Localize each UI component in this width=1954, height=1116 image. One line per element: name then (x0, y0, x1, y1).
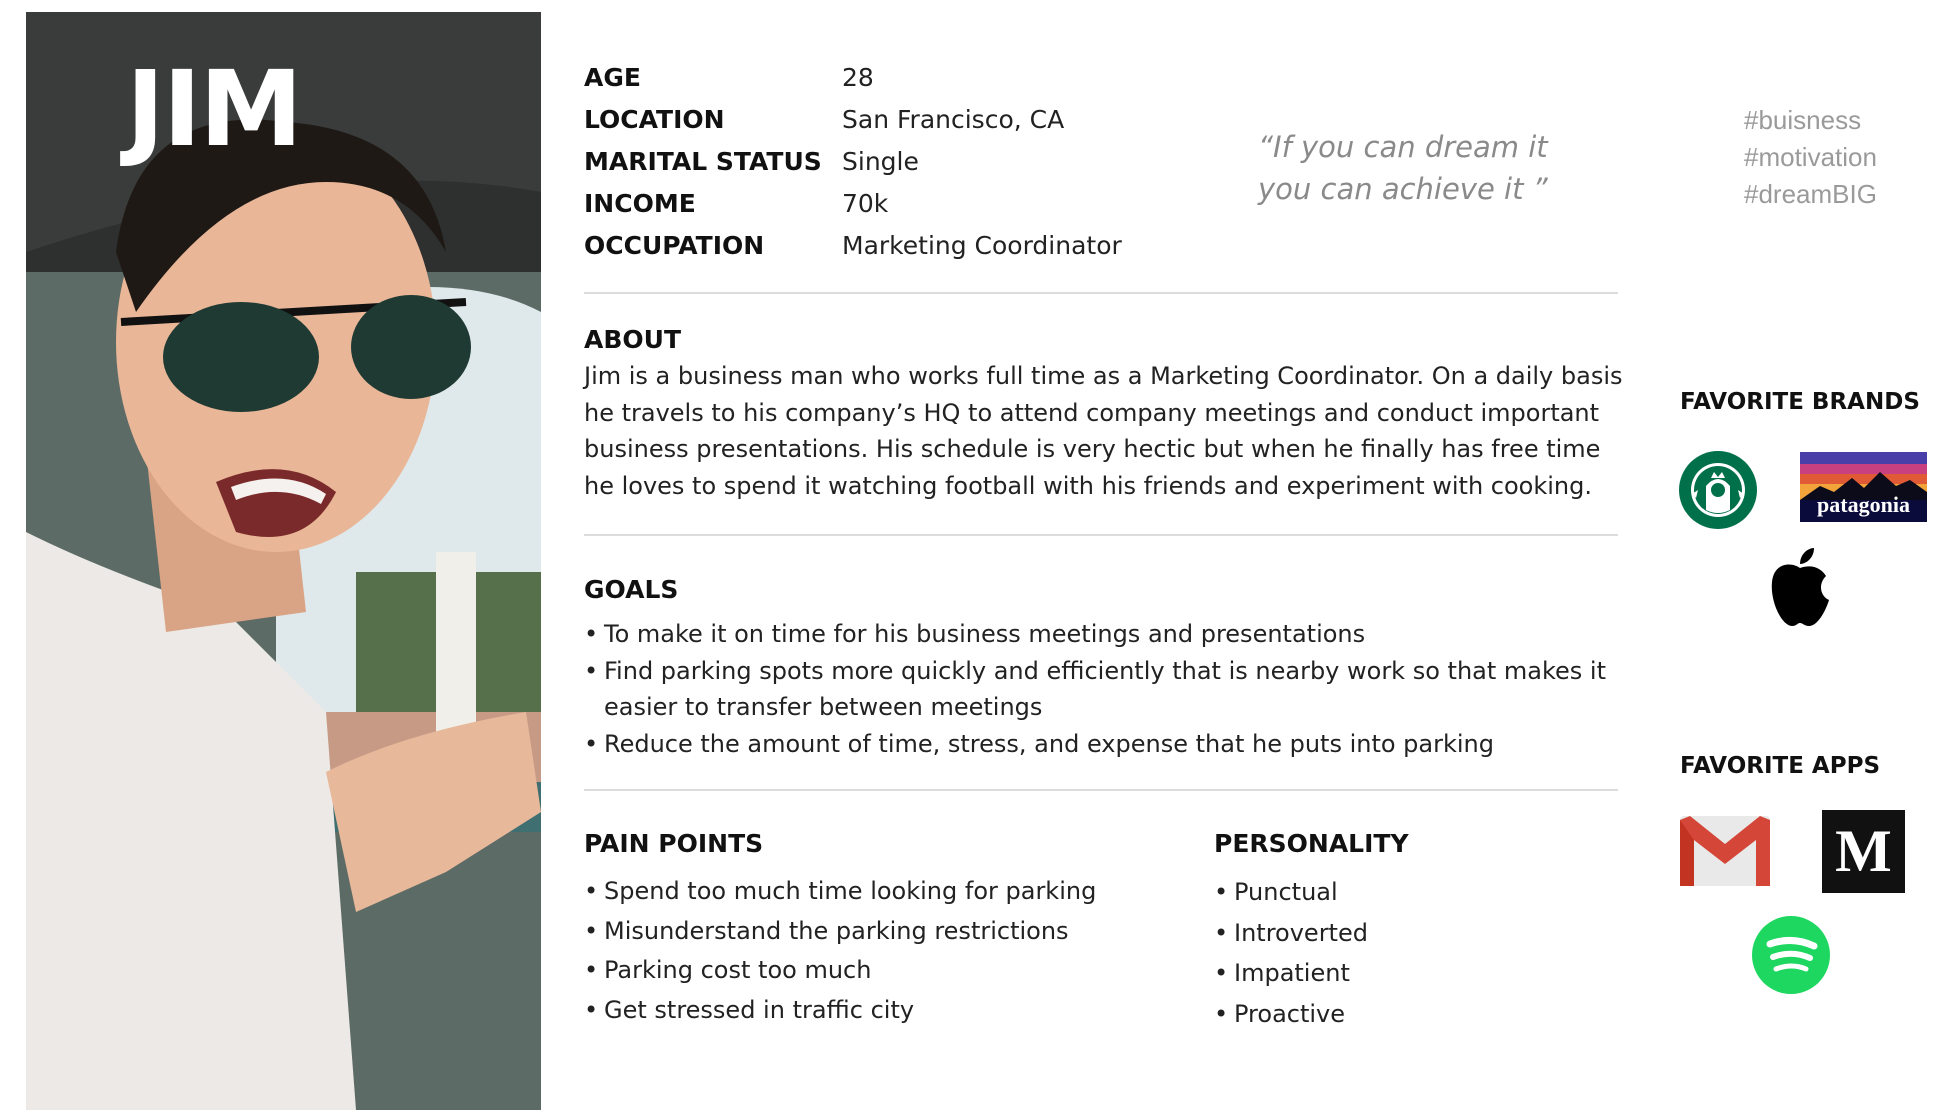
pain-points-list (584, 872, 1144, 1030)
personality-list (1214, 872, 1514, 1034)
marital-status-value: Single (842, 147, 919, 176)
goal-item: • To make it on time for his business meetings and presentations (584, 616, 1624, 653)
marital-status-label: MARITAL STATUS (584, 147, 822, 176)
personality-item: • Proactive (1214, 994, 1514, 1035)
income-label: INCOME (584, 189, 696, 218)
income-value: 70k (842, 189, 889, 218)
medium-logo-icon: M (1822, 810, 1905, 893)
patagonia-logo-icon (1800, 452, 1927, 522)
occupation-value: Marketing Coordinator (842, 231, 1122, 260)
pain-point-item: • Spend too much time looking for parking (584, 872, 1144, 912)
personality-item: • Impatient (1214, 953, 1514, 994)
pain-point-item: • Get stressed in traffic city (584, 991, 1144, 1031)
starbucks-logo-icon (1678, 450, 1758, 535)
occupation-label: OCCUPATION (584, 231, 765, 260)
age-label: AGE (584, 63, 641, 92)
age-value: 28 (842, 63, 874, 92)
persona-photo (26, 12, 541, 1110)
quote-line-1: “If you can dream it (1258, 130, 1548, 164)
goals-title: GOALS (584, 575, 679, 604)
hashtag-list (1744, 102, 1877, 213)
goal-item: • Find parking spots more quickly and efficiently that is nearby work so that makes it easier to transfer between meetings (584, 653, 1624, 726)
about-text: Jim is a business man who works full time as a Marketing Coordinator. On a daily basis he travels to his company’s HQ to attend company meetings and conduct important business presentations. His schedule is very hectic but when he finally has free time he loves to spend it watching football with his friends and experiment with cooking. (584, 362, 1623, 500)
divider (584, 292, 1618, 294)
pain-point-item: • Parking cost too much (584, 951, 1144, 991)
gmail-logo-icon (1680, 816, 1770, 891)
personality-title: PERSONALITY (1214, 829, 1409, 858)
about-title: ABOUT (584, 325, 682, 354)
spotify-logo-icon (1752, 916, 1830, 999)
personality-item: • Introverted (1214, 913, 1514, 954)
favorite-brands-title: FAVORITE BRANDS (1680, 389, 1920, 415)
persona-quote (1258, 126, 1548, 210)
divider (584, 534, 1618, 536)
quote-line-2: you can achieve it ” (1258, 172, 1548, 206)
divider (584, 789, 1618, 791)
goals-list (584, 616, 1624, 762)
patagonia-wordmark: patagonia (1817, 492, 1910, 517)
hashtag: #buisness (1744, 105, 1862, 135)
hashtag: #motivation (1744, 142, 1877, 172)
pain-points-title: PAIN POINTS (584, 829, 764, 858)
persona-name: JIM (126, 48, 301, 170)
goal-item: • Reduce the amount of time, stress, and expense that he puts into parking (584, 726, 1624, 763)
location-value: San Francisco, CA (842, 105, 1065, 134)
location-label: LOCATION (584, 105, 725, 134)
personality-item: • Punctual (1214, 872, 1514, 913)
hashtag: #dreamBIG (1744, 179, 1877, 209)
pain-point-item: • Misunderstand the parking restrictions (584, 912, 1144, 952)
apple-logo-icon (1766, 546, 1834, 633)
favorite-apps-title: FAVORITE APPS (1680, 753, 1881, 779)
